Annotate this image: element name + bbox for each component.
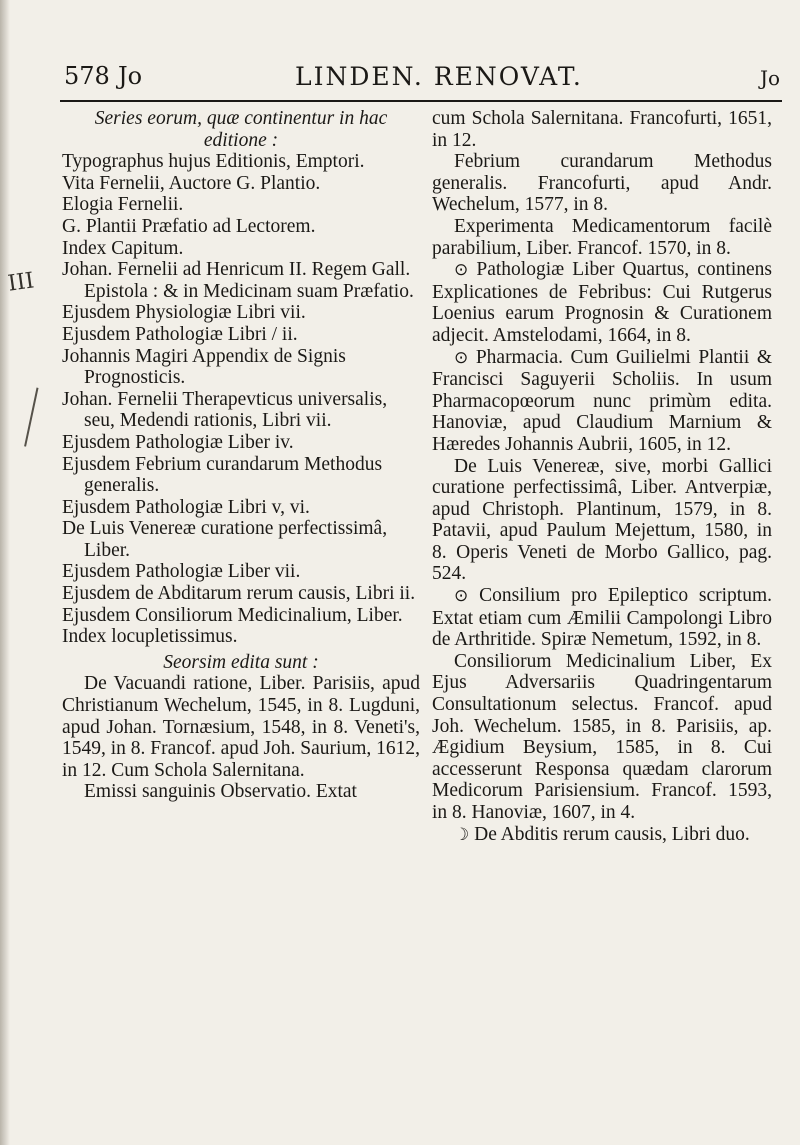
separate-editions <box>62 673 420 803</box>
edition-paragraph <box>432 259 772 346</box>
contents-entry: Johan. Fernelii Therapevticus universalis, seu, Medendi rationis, Libri vii. <box>62 388 388 432</box>
contents-entry: Ejusdem Consiliorum Medicinalium, Liber. <box>62 604 403 626</box>
seorsim-heading: Seorsim edita sunt : <box>163 651 319 673</box>
edition-text: cum Schola Salernitana. Francofurti, 1651, in 12. <box>432 108 772 151</box>
contents-entry: Ejusdem de Abditarum rerum causis, Libri ii. <box>62 583 416 605</box>
contents-entry: Johannis Magiri Appendix de Signis Prognosticis. <box>62 345 346 389</box>
contents-entry: Ejusdem Pathologiæ Liber vii. <box>62 561 301 583</box>
editions-list <box>432 108 772 846</box>
header-right-mark: Jo <box>759 66 780 90</box>
edition-paragraph <box>432 585 772 651</box>
contents-entry: De Luis Venereæ curatione perfectissimâ, Liber. <box>62 518 388 561</box>
right-column <box>432 108 772 846</box>
edition-paragraph <box>432 108 772 151</box>
edition-text: Febrium curandarum Methodus generalis. Francofurti, apud Andr. Wechelum, 1577, in 8. <box>432 151 772 216</box>
contents-entry: Ejusdem Pathologiæ Liber iv. <box>62 431 294 453</box>
edition-paragraph <box>432 824 772 847</box>
contents-entry: Elogia Fernelii. <box>62 194 184 216</box>
contents-entry: Johan. Fernelii ad Henricum II. Regem Gall. Epistola : & in Medicinam suam Præfatio. <box>62 259 414 302</box>
edition-text: Pathologiæ Liber Quartus, continens Explicationes de Febribus: Cui Rutgerus Loenius earum Prognosin & Curationem adjecit. Amstelodami, 1664, in 8. <box>432 259 772 346</box>
contents-entry: Ejusdem Physiologiæ Libri vii. <box>62 302 306 324</box>
edition-paragraph: De Vacuandi ratione, Liber. Parisiis, apud Christianum Wechelum, 1545, in 8. Lugduni, apud Johan. Tornæsium, 1548, in 8. Veneti's, 1549, in 8. Francof. apud Joh. Saurium, 1612, in 12. Cum Schola Salernitana. <box>62 673 421 781</box>
edition-text: Experimenta Medicamentorum facilè parabilium, Liber. Francof. 1570, in 8. <box>432 215 772 259</box>
edition-paragraph <box>432 651 772 824</box>
astronomical-symbol-icon: ⊙ <box>454 260 469 281</box>
edition-text: De Luis Venereæ, sive, morbi Gallici curatione perfectissimâ, Liber. Antverpiæ, apud Christoph. Plantinum, 1579, in 8. Patavii, apud Paulum Mejettum, 1580, in 8. Operis Veneti de Morbo Gallico, pag. 524. <box>432 455 772 585</box>
series-heading: Series eorum, quæ continentur in hac <box>94 108 388 129</box>
series-heading-cont: editione : <box>203 129 279 151</box>
contents-entry: Vita Fernelii, Auctore G. Plantio. <box>62 172 321 194</box>
pencil-mark <box>24 388 66 453</box>
contents-entry: G. Plantii Præfatio ad Lectorem. <box>62 215 316 237</box>
page-gutter-shadow <box>0 0 10 1145</box>
edition-paragraph <box>432 347 772 456</box>
edition-text: De Abditis rerum causis, Libri duo. <box>474 823 750 845</box>
astronomical-symbol-icon: ⊙ <box>454 347 469 368</box>
contents-entry: Ejusdem Pathologiæ Libri / ii. <box>62 323 298 345</box>
contents-entry: Ejusdem Febrium curandarum Methodus generalis. <box>62 453 383 497</box>
edition-text: Consilium pro Epileptico scriptum. Extat etiam cum Æmilii Campolongi Libro de Arthritide. Spiræ Nemetum, 1592, in 8. <box>432 585 772 651</box>
edition-paragraph: Emissi sanguinis Observatio. Extat <box>84 781 357 803</box>
contents-entry: Index locupletissimus. <box>62 626 238 648</box>
astronomical-symbol-icon: ⊙ <box>454 586 469 607</box>
edition-paragraph <box>432 216 772 259</box>
contents-entry: Index Capitum. <box>62 237 184 259</box>
astronomical-symbol-icon: ☽ <box>454 824 470 845</box>
running-title: LINDEN. RENOVAT. <box>295 62 583 91</box>
contents-entry: Typographus hujus Editionis, Emptori. <box>62 151 365 173</box>
running-header <box>60 60 782 102</box>
contents-list <box>62 151 420 648</box>
edition-text: Pharmacia. Cum Guilielmi Plantii & Francisci Saguyerii Scholiis. In usum Pharmacopœorum nunc primùm edita. Hanoviæ, apud Claudium Marnium & Hæredes Johannis Aubrii, 1605, in 12. <box>432 346 772 455</box>
left-column <box>62 108 420 803</box>
edition-text: Consiliorum Medicinalium Liber, Ex Ejus Adversariis Quadringentarum Consultationum selectus. Francof. apud Joh. Wechelum. 1585, in 8. Parisiis, ap. Ægidium Beysium, 1585, in 8. Cui accesserunt Responsa quædam clarorum Medicorum Parisiensium. Francof. 1593, in 8. Hanoviæ, 1607, in 4. <box>432 650 772 823</box>
header-short-title: Jo <box>118 62 143 90</box>
edition-paragraph <box>432 151 772 216</box>
page-number: 578 <box>64 62 110 90</box>
contents-entry: Ejusdem Pathologiæ Libri v, vi. <box>62 496 310 518</box>
edition-paragraph <box>432 456 772 586</box>
handwritten-margin-note: III <box>6 268 36 297</box>
